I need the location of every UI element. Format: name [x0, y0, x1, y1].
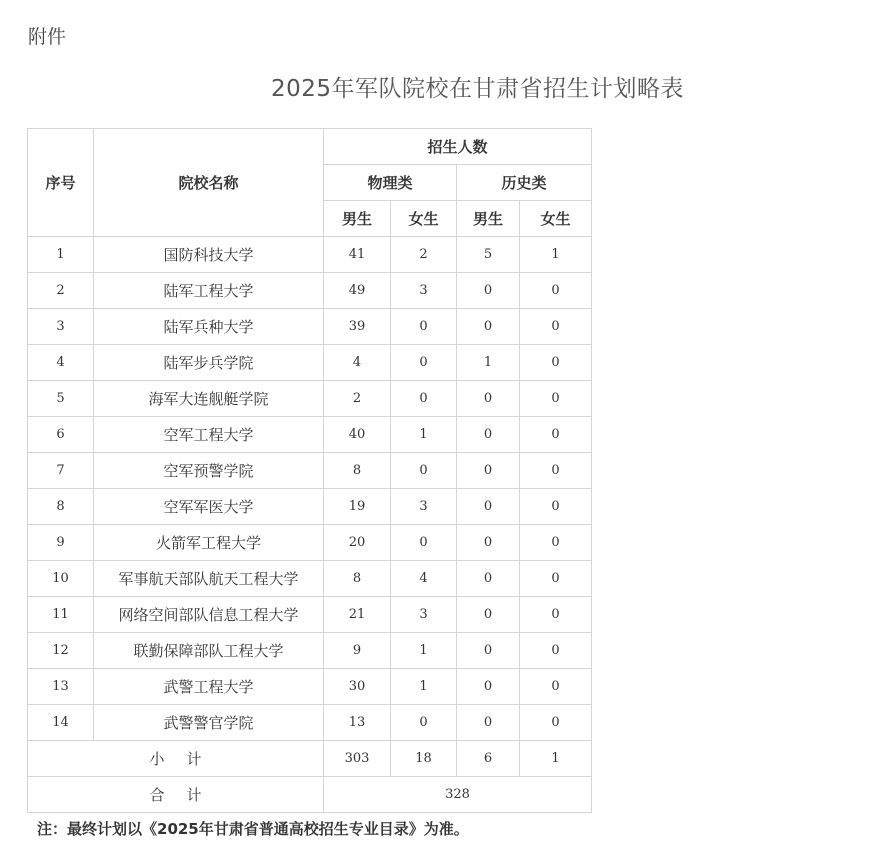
cell-physics-male: 4 — [324, 345, 391, 381]
cell-history-male: 0 — [457, 453, 520, 489]
cell-school-name: 国防科技大学 — [94, 237, 324, 273]
cell-school-name: 空军预警学院 — [94, 453, 324, 489]
cell-history-male: 0 — [457, 381, 520, 417]
table-row — [28, 273, 592, 309]
attachment-label: 附件 — [28, 26, 67, 48]
table-row — [28, 381, 592, 417]
cell-history-male: 0 — [457, 669, 520, 705]
cell-physics-male: 19 — [324, 489, 391, 525]
cell-history-female: 0 — [520, 381, 592, 417]
cell-school-name: 网络空间部队信息工程大学 — [94, 597, 324, 633]
cell-history-female: 0 — [520, 597, 592, 633]
cell-history-female: 0 — [520, 633, 592, 669]
table-row — [28, 561, 592, 597]
cell-physics-female: 4 — [391, 561, 457, 597]
cell-physics-male: 49 — [324, 273, 391, 309]
cell-seq: 3 — [28, 309, 94, 345]
cell-seq: 8 — [28, 489, 94, 525]
cell-history-male: 1 — [457, 345, 520, 381]
cell-physics-female: 3 — [391, 273, 457, 309]
table-row — [28, 669, 592, 705]
cell-history-female: 0 — [520, 489, 592, 525]
subtotal-physics-female: 18 — [391, 741, 457, 777]
table-row — [28, 345, 592, 381]
cell-physics-female: 0 — [391, 705, 457, 741]
table-row — [28, 237, 592, 273]
subtotal-history-female: 1 — [520, 741, 592, 777]
cell-physics-female: 0 — [391, 525, 457, 561]
cell-physics-male: 39 — [324, 309, 391, 345]
cell-school-name: 空军工程大学 — [94, 417, 324, 453]
subtotal-history-male: 6 — [457, 741, 520, 777]
cell-seq: 1 — [28, 237, 94, 273]
cell-physics-female: 3 — [391, 489, 457, 525]
cell-history-male: 0 — [457, 705, 520, 741]
header-history-female: 女生 — [520, 201, 592, 237]
header-school-name: 院校名称 — [94, 129, 324, 237]
cell-history-female: 0 — [520, 705, 592, 741]
cell-history-female: 0 — [520, 453, 592, 489]
cell-seq: 4 — [28, 345, 94, 381]
cell-physics-male: 2 — [324, 381, 391, 417]
total-value: 328 — [324, 777, 592, 813]
cell-seq: 7 — [28, 453, 94, 489]
header-physics: 物理类 — [324, 165, 457, 201]
cell-school-name: 陆军步兵学院 — [94, 345, 324, 381]
cell-history-female: 1 — [520, 237, 592, 273]
cell-history-male: 0 — [457, 561, 520, 597]
cell-seq: 5 — [28, 381, 94, 417]
table-row — [28, 525, 592, 561]
table-row — [28, 705, 592, 741]
cell-physics-female: 0 — [391, 345, 457, 381]
cell-history-male: 0 — [457, 417, 520, 453]
cell-school-name: 海军大连舰艇学院 — [94, 381, 324, 417]
cell-school-name: 陆军兵种大学 — [94, 309, 324, 345]
total-row — [28, 777, 592, 813]
cell-seq: 2 — [28, 273, 94, 309]
cell-physics-female: 1 — [391, 669, 457, 705]
header-history-male: 男生 — [457, 201, 520, 237]
cell-school-name: 空军军医大学 — [94, 489, 324, 525]
cell-seq: 12 — [28, 633, 94, 669]
cell-history-female: 0 — [520, 525, 592, 561]
cell-physics-male: 21 — [324, 597, 391, 633]
subtotal-label: 小计 — [28, 741, 324, 777]
cell-school-name: 火箭军工程大学 — [94, 525, 324, 561]
cell-physics-female: 2 — [391, 237, 457, 273]
cell-school-name: 武警警官学院 — [94, 705, 324, 741]
cell-school-name: 武警工程大学 — [94, 669, 324, 705]
page-title: 2025年军队院校在甘肃省招生计划略表 — [270, 76, 685, 102]
cell-history-male: 0 — [457, 489, 520, 525]
cell-history-male: 0 — [457, 597, 520, 633]
cell-history-female: 0 — [520, 345, 592, 381]
cell-seq: 6 — [28, 417, 94, 453]
cell-seq: 9 — [28, 525, 94, 561]
cell-school-name: 陆军工程大学 — [94, 273, 324, 309]
cell-physics-female: 0 — [391, 381, 457, 417]
cell-school-name: 联勤保障部队工程大学 — [94, 633, 324, 669]
cell-history-male: 0 — [457, 309, 520, 345]
cell-history-male: 5 — [457, 237, 520, 273]
cell-history-female: 0 — [520, 561, 592, 597]
header-physics-female: 女生 — [391, 201, 457, 237]
cell-history-male: 0 — [457, 273, 520, 309]
enrollment-plan-table — [27, 128, 592, 813]
cell-history-male: 0 — [457, 525, 520, 561]
total-label: 合计 — [28, 777, 324, 813]
cell-physics-female: 1 — [391, 417, 457, 453]
table-row — [28, 633, 592, 669]
cell-physics-male: 13 — [324, 705, 391, 741]
cell-physics-male: 9 — [324, 633, 391, 669]
cell-physics-female: 1 — [391, 633, 457, 669]
cell-physics-male: 41 — [324, 237, 391, 273]
header-enrollment: 招生人数 — [324, 129, 592, 165]
table-row — [28, 489, 592, 525]
cell-physics-male: 30 — [324, 669, 391, 705]
cell-history-female: 0 — [520, 309, 592, 345]
table-row — [28, 597, 592, 633]
cell-physics-male: 8 — [324, 561, 391, 597]
header-row-1 — [28, 129, 592, 165]
cell-history-female: 0 — [520, 669, 592, 705]
subtotal-row — [28, 741, 592, 777]
header-seq: 序号 — [28, 129, 94, 237]
table-row — [28, 453, 592, 489]
cell-physics-female: 3 — [391, 597, 457, 633]
cell-history-female: 0 — [520, 417, 592, 453]
cell-physics-male: 40 — [324, 417, 391, 453]
cell-physics-male: 20 — [324, 525, 391, 561]
footnote: 注：最终计划以《2025年甘肃省普通高校招生专业目录》为准。 — [37, 820, 469, 838]
cell-seq: 14 — [28, 705, 94, 741]
cell-physics-female: 0 — [391, 453, 457, 489]
cell-seq: 10 — [28, 561, 94, 597]
cell-seq: 11 — [28, 597, 94, 633]
subtotal-physics-male: 303 — [324, 741, 391, 777]
table-row — [28, 309, 592, 345]
cell-seq: 13 — [28, 669, 94, 705]
header-physics-male: 男生 — [324, 201, 391, 237]
cell-physics-male: 8 — [324, 453, 391, 489]
table-row — [28, 417, 592, 453]
cell-history-female: 0 — [520, 273, 592, 309]
header-history: 历史类 — [457, 165, 592, 201]
cell-history-male: 0 — [457, 633, 520, 669]
cell-physics-female: 0 — [391, 309, 457, 345]
cell-school-name: 军事航天部队航天工程大学 — [94, 561, 324, 597]
